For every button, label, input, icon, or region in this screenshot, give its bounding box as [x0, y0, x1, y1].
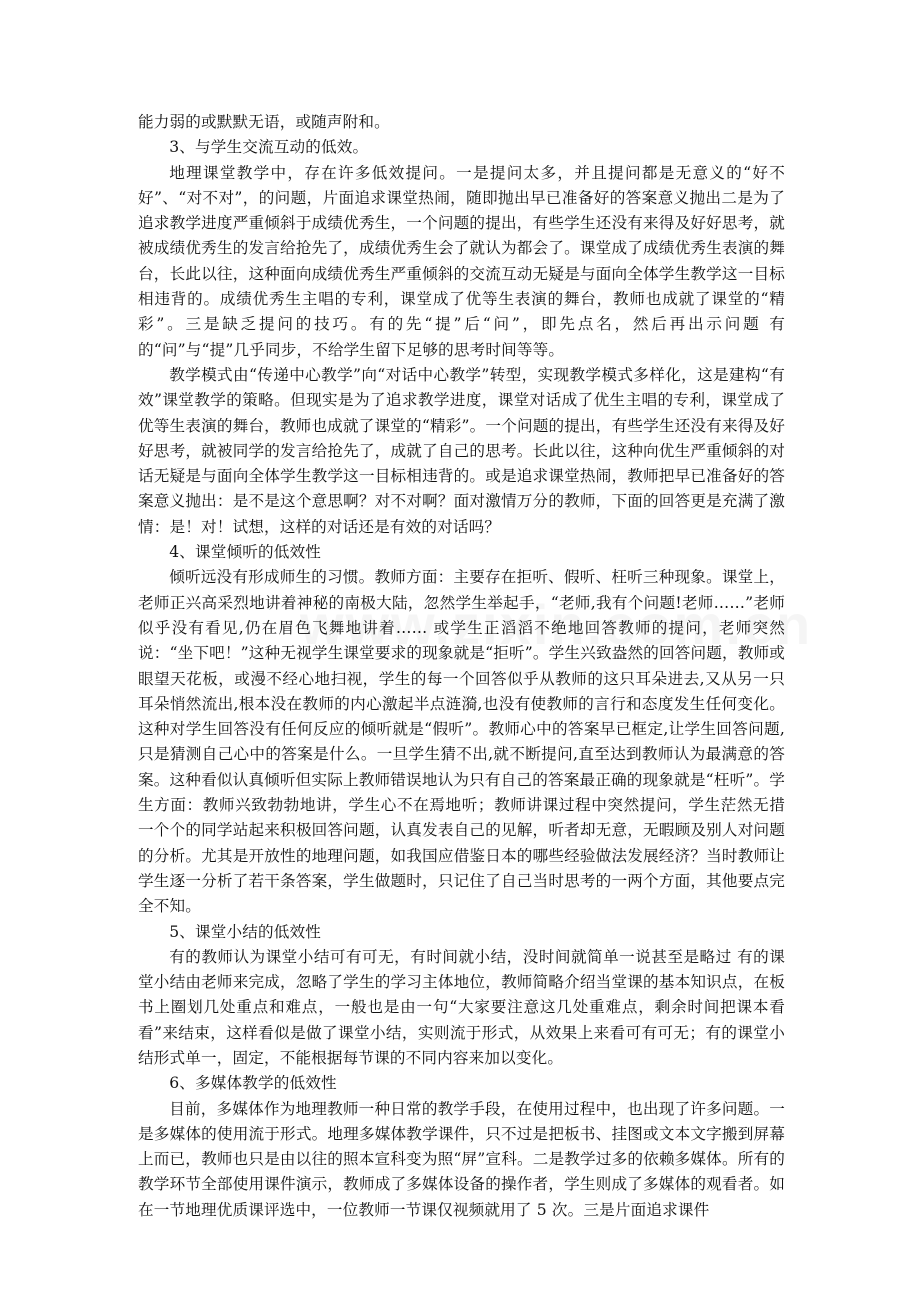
section-heading-5: 5、课堂小结的低效性 — [169, 922, 321, 941]
paragraph-listening: 倾听远没有形成师生的习惯。教师方面：主要存在拒听、假听、枉听三种现象。课堂上，老师正兴高采烈地讲着神秘的南极大陆，忽然学生举起手，“老师,我有个问题!老师……”老师似乎没有看见,仍在眉色飞舞地讲着…… 或学生正滔滔不绝地回答教师的提问，老师突然说：“坐下吧！”这种无视学生课堂要求的现象就是“拒听”。学生兴致盎然的回答问题，教师或眼望天花板，或漫不经心地扫视，学生的每一个回答似乎从教师的这只耳朵进去,又从另一只耳朵悄然流出,根本没在教师的内心激起半点涟漪,也没有使教师的言行和态度发生任何变化。这种对学生回答没有任何反应的倾听就是“假听”。教师心中的答案早已框定,让学生回答问题,只是猜测自己心中的答案是什么。一旦学生猜不出,就不断提问,直至达到教师认为最满意的答案。这种看似认真倾听但实际上教师错误地认为只有自己的答案最正确的现象就是“枉听”。学生方面：教师兴致勃勃地讲，学生心不在焉地听；教师讲课过程中突然提问，学生茫然无措 一个个的同学站起来积极回答问题，认真发表自己的见解，听者却无意，无暇顾及别人对问题的分析。尤其是开放性的地理问题，如我国应借鉴日本的哪些经验做法发展经济？当时教师让学生逐一分析了若干条答案，学生做题时，只记住了自己当时思考的一两个方面，其他要点完全不知。 — [138, 568, 785, 916]
paragraph-class-summary: 有的教师认为课堂小结可有可无，有时间就小结，没时间就简单一说甚至是略过 有的课堂小结由老师来完成，忽略了学生的学习主体地位，教师简略介绍当堂课的基本知识点，在板书上圈划几处重点和难点，一般也是由一句“大家要注意这几处重难点，剩余时间把课本看看”来结束，这样看似是做了课堂小结，实则流于形式，从效果上来看可有可无；有的课堂小结形式单一，固定，不能根据每节课的不同内容来加以变化。 — [138, 947, 785, 1067]
section-heading-4: 4、课堂倾听的低效性 — [169, 543, 321, 562]
document-body — [138, 110, 785, 1223]
paragraph-multimedia: 目前，多媒体作为地理教师一种日常的教学手段，在使用过程中，也出现了许多问题。一是多媒体的使用流于形式。地理多媒体教学课件，只不过是把板书、挂图或文本文字搬到屏幕上而已，教师也只是由以往的照本宣科变为照“屏”宣科。二是教学过多的依赖多媒体。所有的教学环节全部使用课件演示，教师成了多媒体设备的操作者，学生则成了多媒体的观看者。如在一节地理优质课评选中，一位教师一节课仅视频就用了 5 次。三是片面追求课件 — [138, 1099, 785, 1219]
section-heading-3: 3、与学生交流互动的低效。 — [169, 138, 369, 157]
paragraph-continuation: 能力弱的或默默无语，或随声附和。 — [138, 113, 390, 131]
section-heading-6: 6、多媒体教学的低效性 — [169, 1074, 337, 1093]
paragraph-teaching-mode: 教学模式由“传递中心教学”向“对话中心教学”转型，实现教学模式多样化，这是建构“有效”课堂教学的策略。但现实是为了追求教学进度，课堂对话成了优生主唱的专利，课堂成了优等生表演的舞台，教师也成就了课堂的“精彩”。一个问题的提出，有些学生还没有来得及好好思考，就被同学的发言给抢先了，成就了自己的思考。长此以往，这种向优生严重倾斜的对话无疑是与面向全体学生教学这一目标相违背的。或是追求课堂热闹，教师把早已准备好的答案意义抛出：是不是这个意思啊？对不对啊？面对激情万分的教师，下面的回答更是充满了激情：是！对！试想，这样的对话还是有效的对话吗？ — [138, 365, 785, 536]
paragraph-low-efficiency-questions: 地理课堂教学中，存在许多低效提问。一是提问太多，并且提问都是无意义的“好不好”、“对不对”，的问题，片面追求课堂热闹，随即抛出早已准备好的答案意义抛出二是为了追求教学进度严重倾斜于成绩优秀生，一个问题的提出，有些学生还没有来得及好好思考，就被成绩优秀生的发言给抢先了，成绩优秀生会了就认为都会了。课堂成了成绩优秀生表演的舞台，长此以往，这种面向成绩优秀生严重倾斜的交流互动无疑是与面向全体学生教学这一目标相违背的。成绩优秀生主唱的专利，课堂成了优等生表演的舞台，教师也成就了课堂的“精彩”。三是缺乏提问的技巧。有的先“提”后“问”，即先点名，然后再出示问题 有的“问”与“提”几乎同步，不给学生留下足够的思考时间等等。 — [138, 163, 785, 359]
